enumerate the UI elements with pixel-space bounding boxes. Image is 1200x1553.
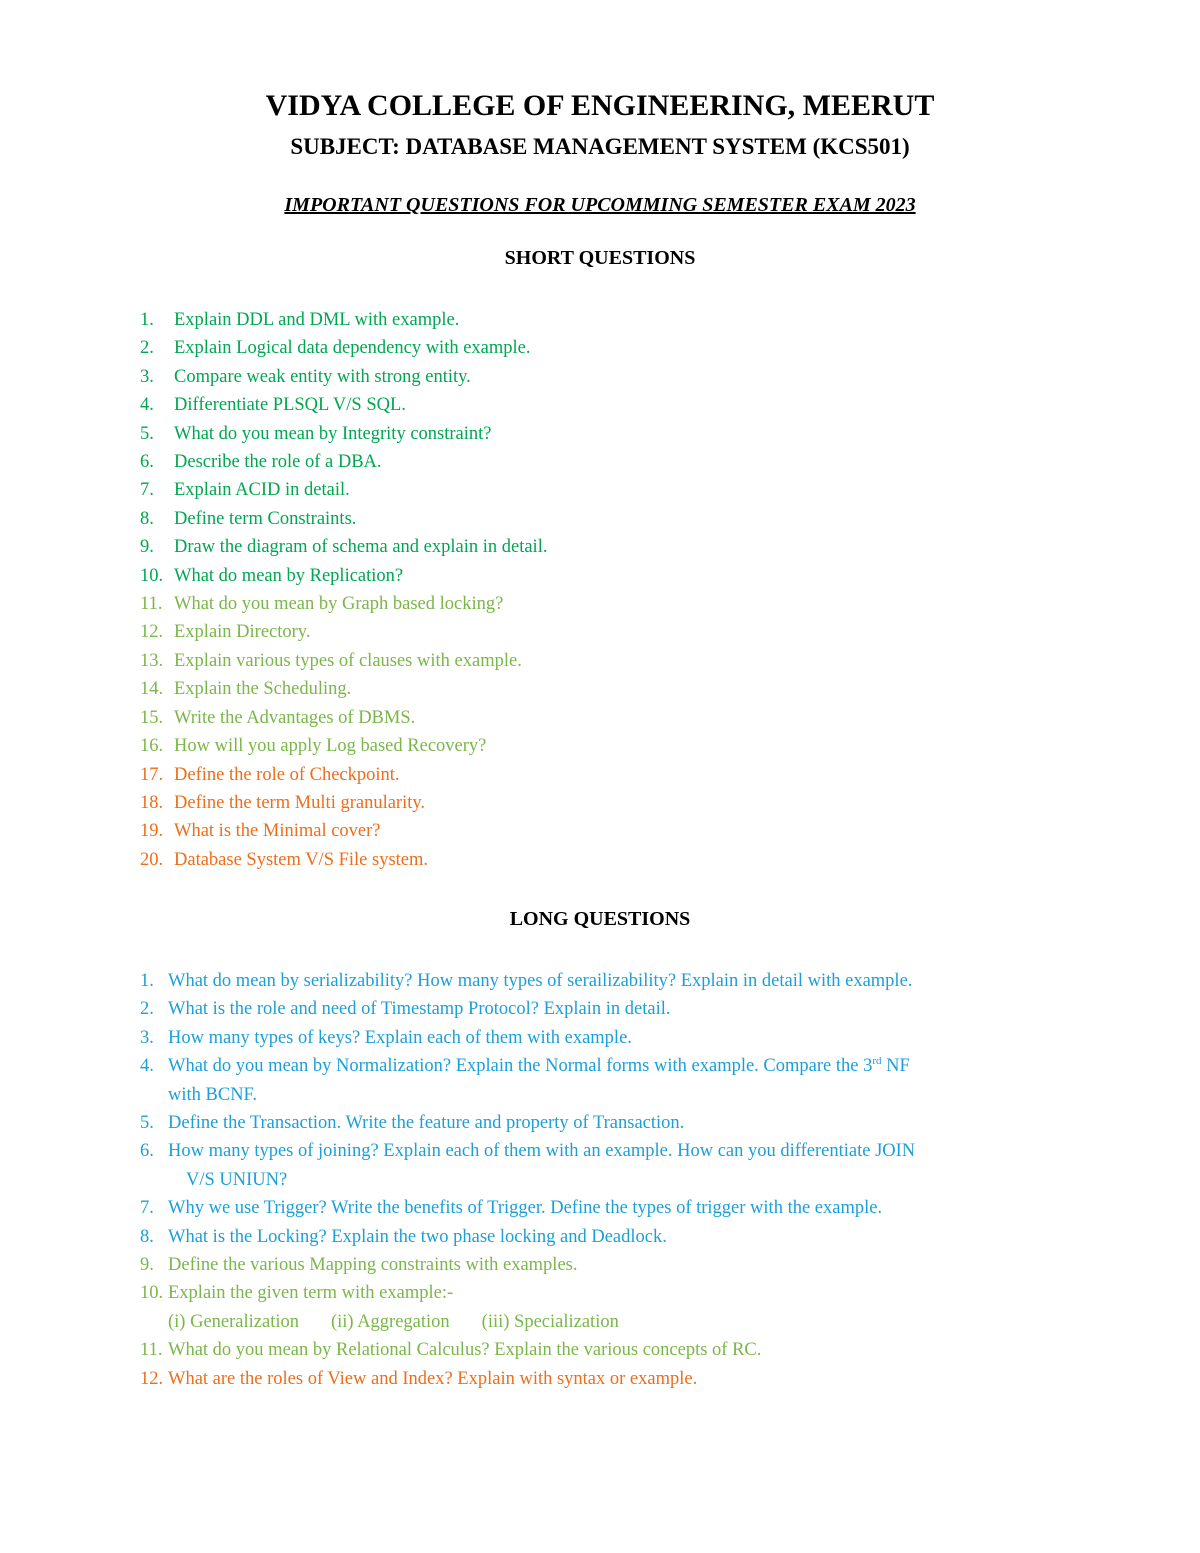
short-questions-heading: SHORT QUESTIONS [504, 247, 696, 269]
long-questions-list [140, 967, 1060, 1393]
list-item: 19. What is the Minimal cover? [140, 821, 381, 842]
list-item: 1. What do mean by serializability? How many types of serailizability? Explain in detail with example. [140, 971, 913, 991]
subject-title: SUBJECT: DATABASE MANAGEMENT SYSTEM (KCS501) [290, 134, 910, 159]
list-item: 6. Describe the role of a DBA. [140, 452, 382, 473]
college-title: VIDYA COLLEGE OF ENGINEERING, MEERUT [265, 89, 935, 122]
long-questions-heading: LONG QUESTIONS [509, 908, 691, 930]
list-item: 8. What is the Locking? Explain the two phase locking and Deadlock. [140, 1226, 667, 1247]
list-item: 10. Explain the given term with example:- (i) Generalization (ii) Aggregation (iii) Specialization [140, 1279, 1060, 1336]
list-item: 14. Explain the Scheduling. [140, 679, 352, 700]
list-item: 8. Define term Constraints. [140, 508, 357, 529]
list-item: 6. How many types of joining? Explain each of them with an example. How can you differentiate JOIN V/S UNIUN? [140, 1141, 916, 1190]
list-item: 1. Explain DDL and DML with example. [140, 310, 460, 330]
list-item: 16. How will you apply Log based Recovery? [140, 736, 487, 757]
term-list: (i) Generalization (ii) Aggregation (iii) Specialization [168, 1311, 619, 1332]
list-item: 2. Explain Logical data dependency with example. [140, 338, 531, 359]
list-item: 3. Compare weak entity with strong entity. [140, 366, 471, 387]
list-item: 4. What do you mean by Normalization? Explain the Normal forms with example. Compare the 3rd NF with BCNF. [140, 1055, 910, 1105]
list-item: 3. How many types of keys? Explain each of them with example. [140, 1027, 632, 1048]
list-item: 15. Write the Advantages of DBMS. [140, 707, 416, 728]
important-heading: IMPORTANT QUESTIONS FOR UPCOMMING SEMESTER EXAM 2023 [284, 194, 916, 216]
list-item: 5. Define the Transaction. Write the feature and property of Transaction. [140, 1113, 685, 1134]
list-item: 2. What is the role and need of Timestamp Protocol? Explain in detail. [140, 999, 671, 1020]
short-questions-list [140, 306, 547, 874]
list-item: 12. Explain Directory. [140, 622, 311, 643]
list-item: 7. Why we use Trigger? Write the benefits of Trigger. Define the types of trigger with the example. [140, 1198, 883, 1219]
list-item: 10. What do mean by Replication? [140, 565, 404, 586]
list-item: 11. What do you mean by Graph based locking? [140, 594, 504, 615]
list-item: 13. Explain various types of clauses with example. [140, 650, 522, 671]
list-item: 5. What do you mean by Integrity constraint? [140, 423, 492, 444]
list-item: 9. Draw the diagram of schema and explain in detail. [140, 537, 548, 558]
list-item: 17. Define the role of Checkpoint. [140, 764, 400, 785]
list-item: 12. What are the roles of View and Index? Explain with syntax or example. [140, 1368, 698, 1389]
list-item: 18. Define the term Multi granularity. [140, 792, 426, 813]
list-item: 4. Differentiate PLSQL V/S SQL. [140, 395, 406, 416]
list-item: 7. Explain ACID in detail. [140, 480, 350, 501]
list-item: 11. What do you mean by Relational Calculus? Explain the various concepts of RC. [140, 1340, 762, 1361]
list-item: 20. Database System V/S File system. [140, 849, 429, 870]
list-item: 9. Define the various Mapping constraints with examples. [140, 1255, 578, 1276]
